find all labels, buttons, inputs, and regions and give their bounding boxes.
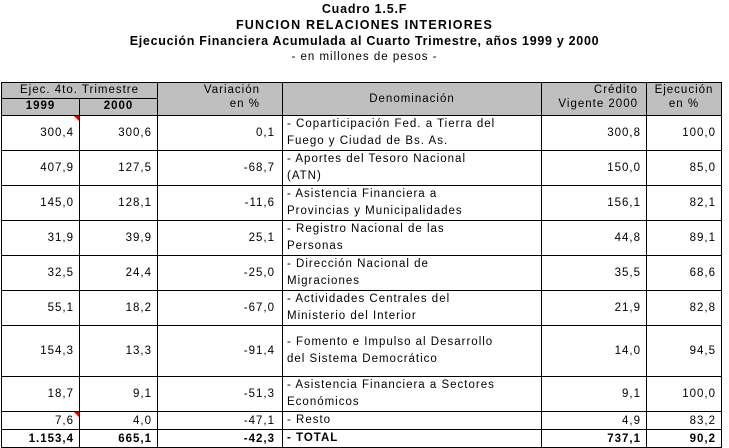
denominacion-line1: - Registro Nacional de las <box>287 223 445 235</box>
cell-credito: 300,8 <box>542 116 647 151</box>
cell-denominacion <box>283 221 542 256</box>
cell-1999: 7,6 <box>2 412 80 430</box>
denominacion-line1: - Fomento e Impulso al Desarrollo <box>287 336 494 348</box>
table-row <box>2 256 722 291</box>
header-denominacion: Denominación <box>283 83 542 116</box>
cell-1999: 18,7 <box>2 377 80 412</box>
cell-1999: 300,4 <box>2 116 80 151</box>
denominacion-line2: (ATN) <box>287 170 322 182</box>
header-variacion <box>158 83 283 116</box>
denominacion-line1: - Coparticipación Fed. a Tierra del <box>287 118 496 130</box>
cell-ejecucion: 82,1 <box>647 186 722 221</box>
denominacion-line1: - Actividades Centrales del <box>287 293 451 305</box>
table-row <box>2 221 722 256</box>
cell-2000: 13,3 <box>80 326 158 377</box>
cell-ejecucion: 85,0 <box>647 151 722 186</box>
denominacion-line1: - Dirección Nacional de <box>287 258 429 270</box>
execution-table <box>1 82 722 448</box>
cell-2000: 127,5 <box>80 151 158 186</box>
table-row <box>2 412 722 430</box>
cell-1999: 407,9 <box>2 151 80 186</box>
cell-denominacion <box>283 116 542 151</box>
cell-2000: 9,1 <box>80 377 158 412</box>
cell-denominacion <box>283 291 542 326</box>
denominacion-line2: Económicos <box>287 396 360 408</box>
cell-credito: 44,8 <box>542 221 647 256</box>
denominacion-line2: Migraciones <box>287 275 360 287</box>
cell-variacion: 25,1 <box>158 221 283 256</box>
cell-credito: 150,0 <box>542 151 647 186</box>
cell-credito: 9,1 <box>542 377 647 412</box>
cell-credito: 4,9 <box>542 412 647 430</box>
cell-credito: 21,9 <box>542 291 647 326</box>
header-ejecucion <box>647 83 722 116</box>
cell-variacion: -67,0 <box>158 291 283 326</box>
header-ejec-group: Ejec. 4to. Trimestre <box>2 83 158 99</box>
cell-ejecucion: 89,1 <box>647 221 722 256</box>
header-credito <box>542 83 647 116</box>
cell-2000: 300,6 <box>80 116 158 151</box>
cell-variacion: -11,6 <box>158 186 283 221</box>
denominacion-line2: Provincias y Municipalidades <box>287 205 463 217</box>
table-row <box>2 151 722 186</box>
cell-2000: 39,9 <box>80 221 158 256</box>
header-variacion-line1: Variación <box>203 84 260 96</box>
total-1999: 1.153,4 <box>2 430 80 448</box>
cell-credito: 35,5 <box>542 256 647 291</box>
cell-variacion: -68,7 <box>158 151 283 186</box>
table-row <box>2 291 722 326</box>
cell-variacion: -91,4 <box>158 326 283 377</box>
cell-ejecucion: 100,0 <box>647 377 722 412</box>
table-unit-note: - en millones de pesos - <box>291 51 438 63</box>
cell-2000: 4,0 <box>80 412 158 430</box>
table-row <box>2 186 722 221</box>
header-ejecucion-line1: Ejecución <box>654 84 714 96</box>
total-ejecucion: 90,2 <box>647 430 722 448</box>
cell-variacion: -51,3 <box>158 377 283 412</box>
cell-1999: 31,9 <box>2 221 80 256</box>
header-variacion-line2: en % <box>229 98 260 110</box>
cell-denominacion <box>283 326 542 377</box>
cell-denominacion: - Resto <box>283 412 542 430</box>
denominacion-line2: del Sistema Democrático <box>287 353 438 365</box>
cell-denominacion <box>283 256 542 291</box>
denominacion-line2: Personas <box>287 240 344 252</box>
header-year-2000: 2000 <box>80 99 158 116</box>
cell-ejecucion: 68,6 <box>647 256 722 291</box>
header-credito-line2: Vigente 2000 <box>558 98 638 110</box>
cell-ejecucion: 94,5 <box>647 326 722 377</box>
cell-2000: 128,1 <box>80 186 158 221</box>
total-variacion: -42,3 <box>158 430 283 448</box>
header-ejecucion-line2: en % <box>668 98 700 110</box>
cell-2000: 24,4 <box>80 256 158 291</box>
header-year-1999: 1999 <box>2 99 80 116</box>
cell-credito: 156,1 <box>542 186 647 221</box>
cell-2000: 18,2 <box>80 291 158 326</box>
table-title: FUNCION RELACIONES INTERIORES <box>235 18 494 32</box>
cell-1999: 145,0 <box>2 186 80 221</box>
header-credito-line1: Crédito <box>593 84 638 96</box>
table-title-block <box>0 0 729 65</box>
denominacion-line1: - Aportes del Tesoro Nacional <box>287 153 467 165</box>
cell-ejecucion: 82,8 <box>647 291 722 326</box>
denominacion-line1: - Asistencia Financiera a Sectores <box>287 379 495 391</box>
table-subtitle: Ejecución Financiera Acumulada al Cuarto Trimestre, años 1999 y 2000 <box>129 34 600 48</box>
total-denominacion: - TOTAL <box>283 430 542 448</box>
cell-variacion: -25,0 <box>158 256 283 291</box>
table-row <box>2 116 722 151</box>
cell-1999: 55,1 <box>2 291 80 326</box>
cell-denominacion <box>283 186 542 221</box>
cell-credito: 14,0 <box>542 326 647 377</box>
denominacion-line1: - Asistencia Financiera a <box>287 188 438 200</box>
cell-variacion: -47,1 <box>158 412 283 430</box>
denominacion-line2: Fuego y Ciudad de Bs. As. <box>287 135 449 147</box>
cell-1999: 32,5 <box>2 256 80 291</box>
cell-1999: 154,3 <box>2 326 80 377</box>
cell-ejecucion: 100,0 <box>647 116 722 151</box>
cell-variacion: 0,1 <box>158 116 283 151</box>
table-row <box>2 377 722 412</box>
cell-denominacion <box>283 151 542 186</box>
table-row <box>2 326 722 377</box>
total-credito: 737,1 <box>542 430 647 448</box>
table-number: Cuadro 1.5.F <box>321 2 408 16</box>
cell-ejecucion: 83,2 <box>647 412 722 430</box>
denominacion-line2: Ministerio del Interior <box>287 310 417 322</box>
cell-denominacion <box>283 377 542 412</box>
total-2000: 665,1 <box>80 430 158 448</box>
